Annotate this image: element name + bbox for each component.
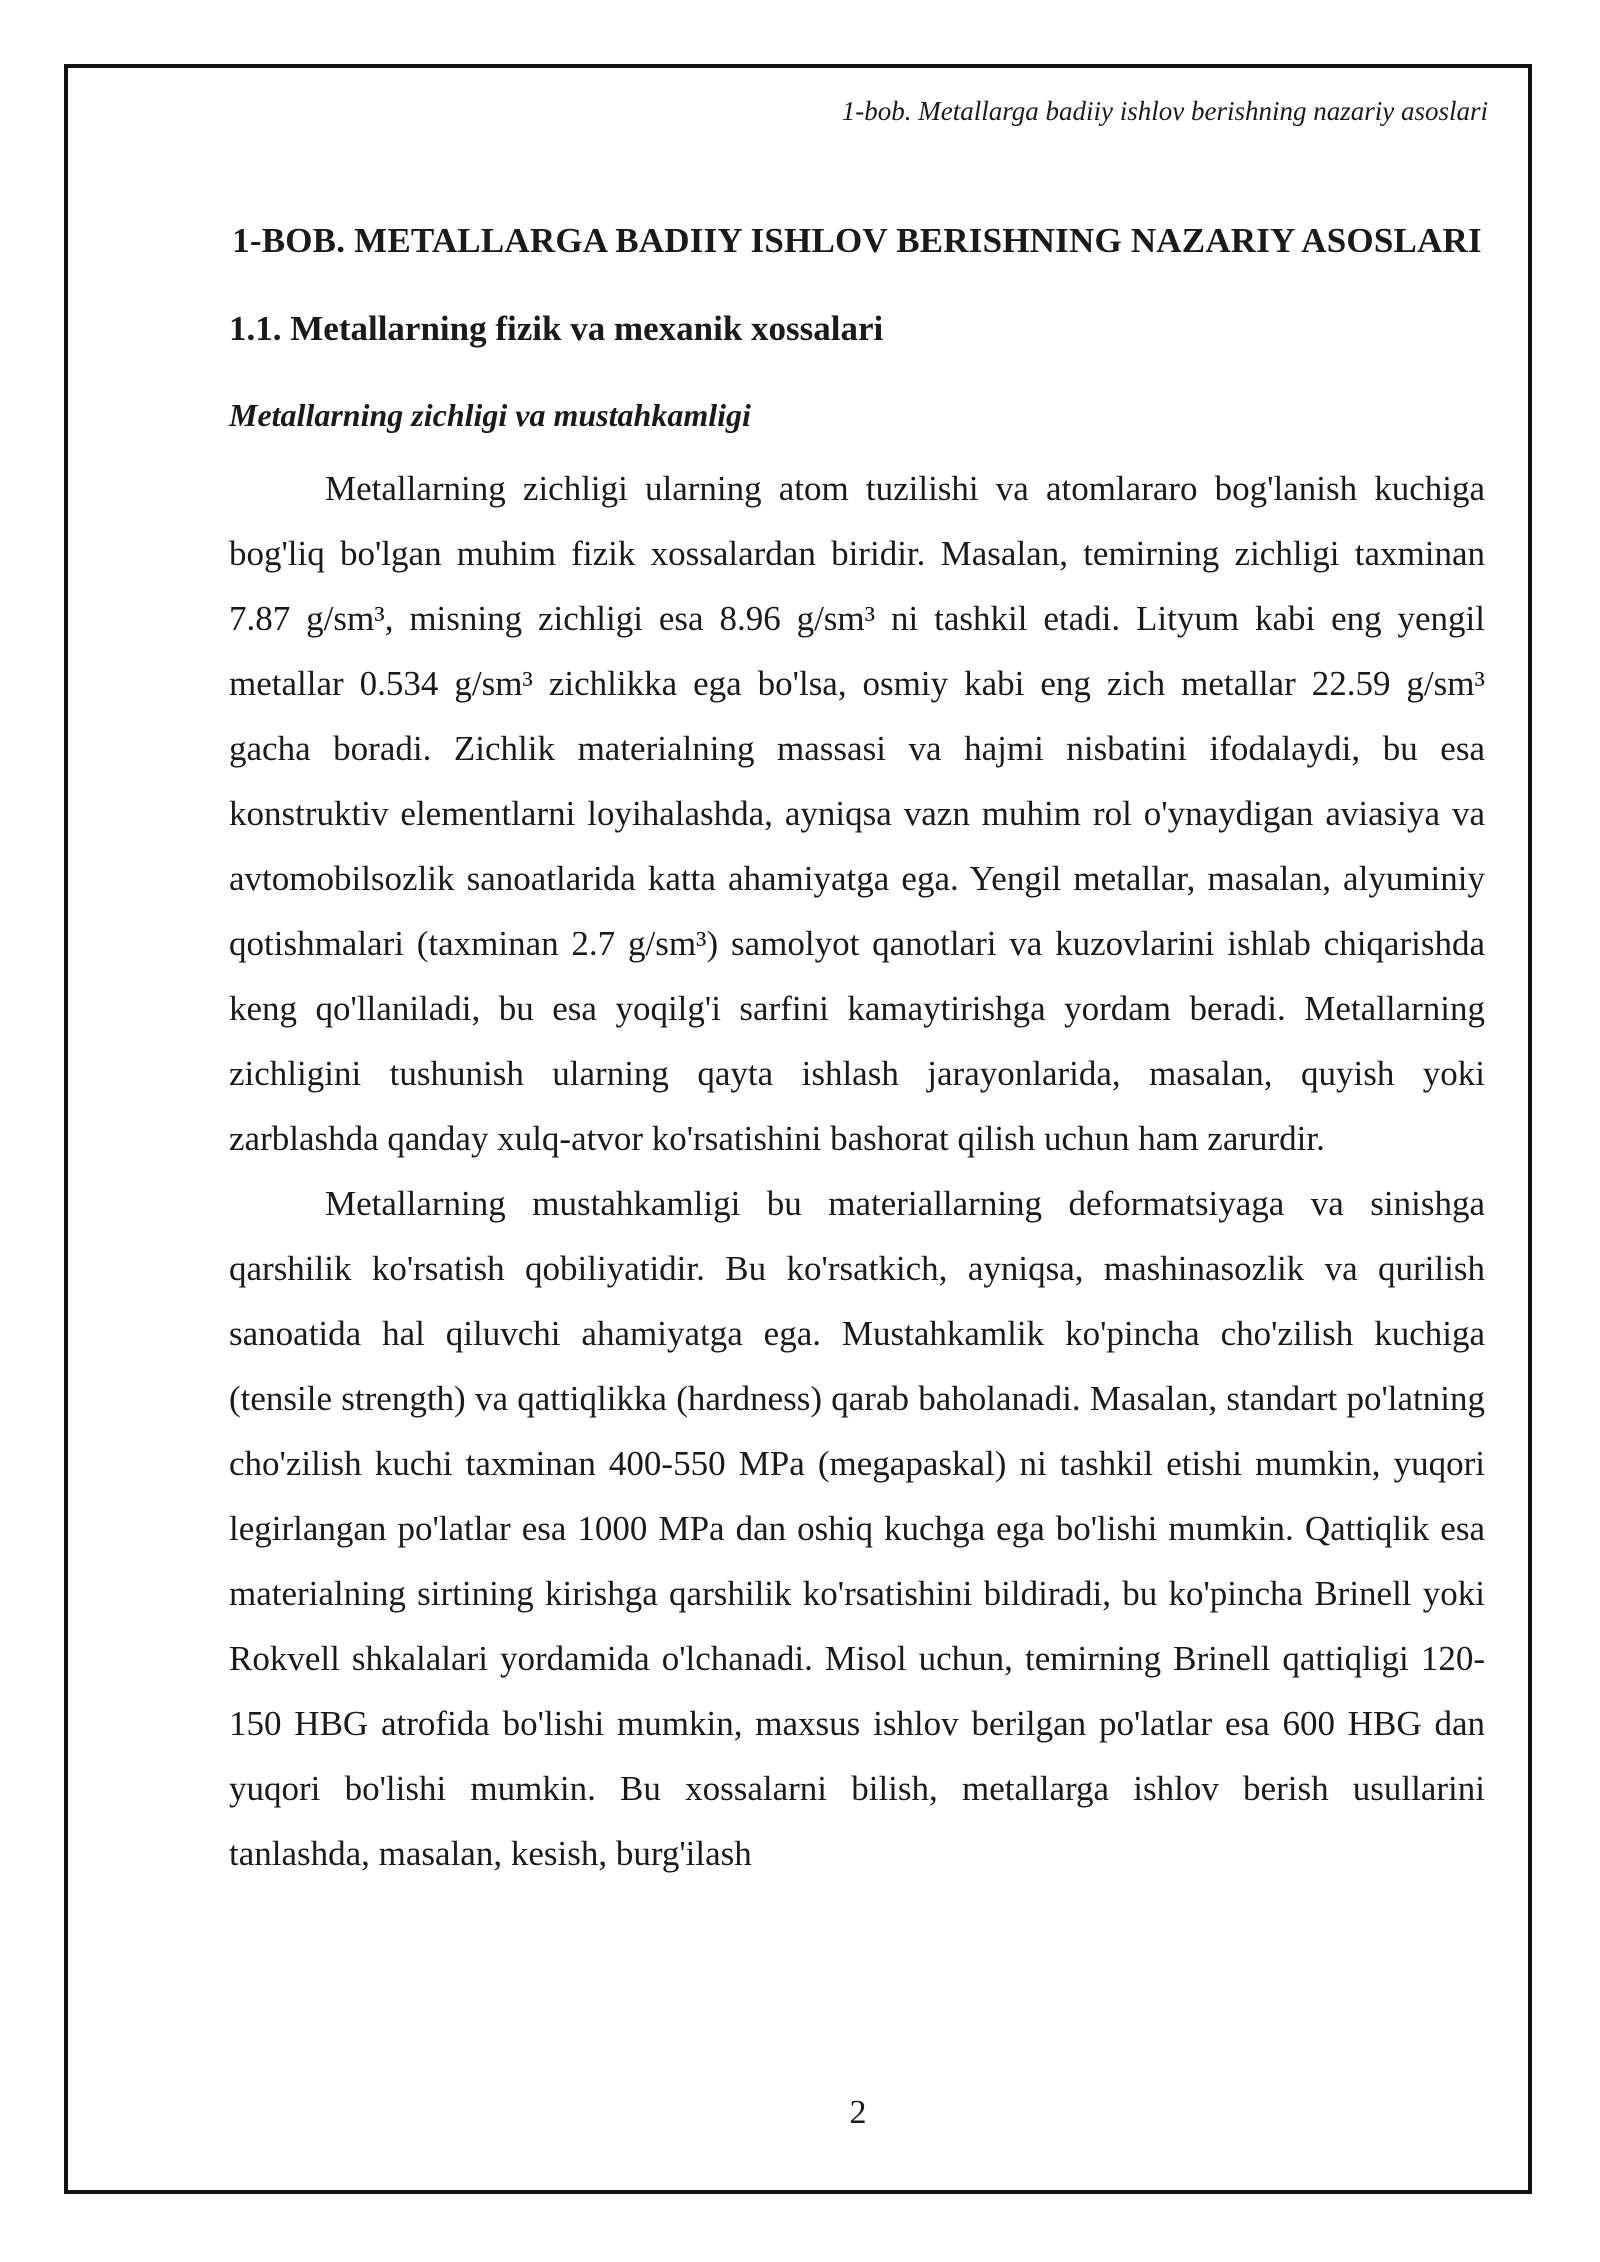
- page-number: 2: [849, 2094, 867, 2131]
- subsection-heading: Metallarning zichligi va mustahkamligi: [229, 397, 751, 433]
- section-heading: 1.1. Metallarning fizik va mexanik xossalari: [229, 309, 884, 348]
- running-header: 1-bob. Metallarga badiiy ishlov berishning nazariy asoslari: [841, 96, 1488, 126]
- page-content: [229, 208, 1485, 1886]
- body-paragraph: Metallarning mustahkamligi bu materiallarning deformatsiyaga va sinishga qarshilik ko'rsatish qobiliyatidir. Bu ko'rsatkich, ayniqsa, mashinasozlik va qurilish sanoatida hal qiluvchi ahamiyatga ega. Mustahkamlik ko'pincha cho'zilish kuchiga (tensile strength) va qattiqlikka (hardness) qarab baholanadi. Masalan, standart po'latning cho'zilish kuchi taxminan 400-550 MPa (megapaskal) ni tashkil etishi mumkin, yuqori legirlangan po'latlar esa 1000 MPa dan oshiq kuchga ega bo'lishi mumkin. Qattiqlik esa materialning sirtining kirishga qarshilik ko'rsatishini bildiradi, bu ko'pincha Brinell yoki Rokvell shkalalari yordamida o'lchanadi. Misol uchun, temirning Brinell qattiqligi 120-150 HBG atrofida bo'lishi mumkin, maxsus ishlov berilgan po'latlar esa 600 HBG dan yuqori bo'lishi mumkin. Bu xossalarni bilish, metallarga ishlov berish usullarini tanlashda, masalan, kesish, burg'ilash: [229, 1184, 1485, 1873]
- body-paragraph: Metallarning zichligi ularning atom tuzilishi va atomlararo bog'lanish kuchiga bog'liq bo'lgan muhim fizik xossalardan biridir. Masalan, temirning zichligi taxminan 7.87 g/sm³, misning zichligi esa 8.96 g/sm³ ni tashkil etadi. Lityum kabi eng yengil metallar 0.534 g/sm³ zichlikka ega bo'lsa, osmiy kabi eng zich metallar 22.59 g/sm³ gacha boradi. Zichlik materialning massasi va hajmi nisbatini ifodalaydi, bu esa konstruktiv elementlarni loyihalashda, ayniqsa vazn muhim rol o'ynaydigan aviasiya va avtomobilsozlik sanoatlarida katta ahamiyatga ega. Yengil metallar, masalan, alyuminiy qotishmalari (taxminan 2.7 g/sm³) samolyot qanotlari va kuzovlarini ishlab chiqarishda keng qo'llaniladi, bu esa yoqilg'i sarfini kamaytirishga yordam beradi. Metallarning zichligini tushunish ularning qayta ishlash jarayonlarida, masalan, quyish yoki zarblashda qanday xulq-atvor ko'rsatishini bashorat qilish uchun ham zarurdir.: [229, 469, 1485, 1158]
- chapter-title: 1-BOB. METALLARGA BADIIY ISHLOV BERISHNING NAZARIY ASOSLARI: [232, 221, 1482, 260]
